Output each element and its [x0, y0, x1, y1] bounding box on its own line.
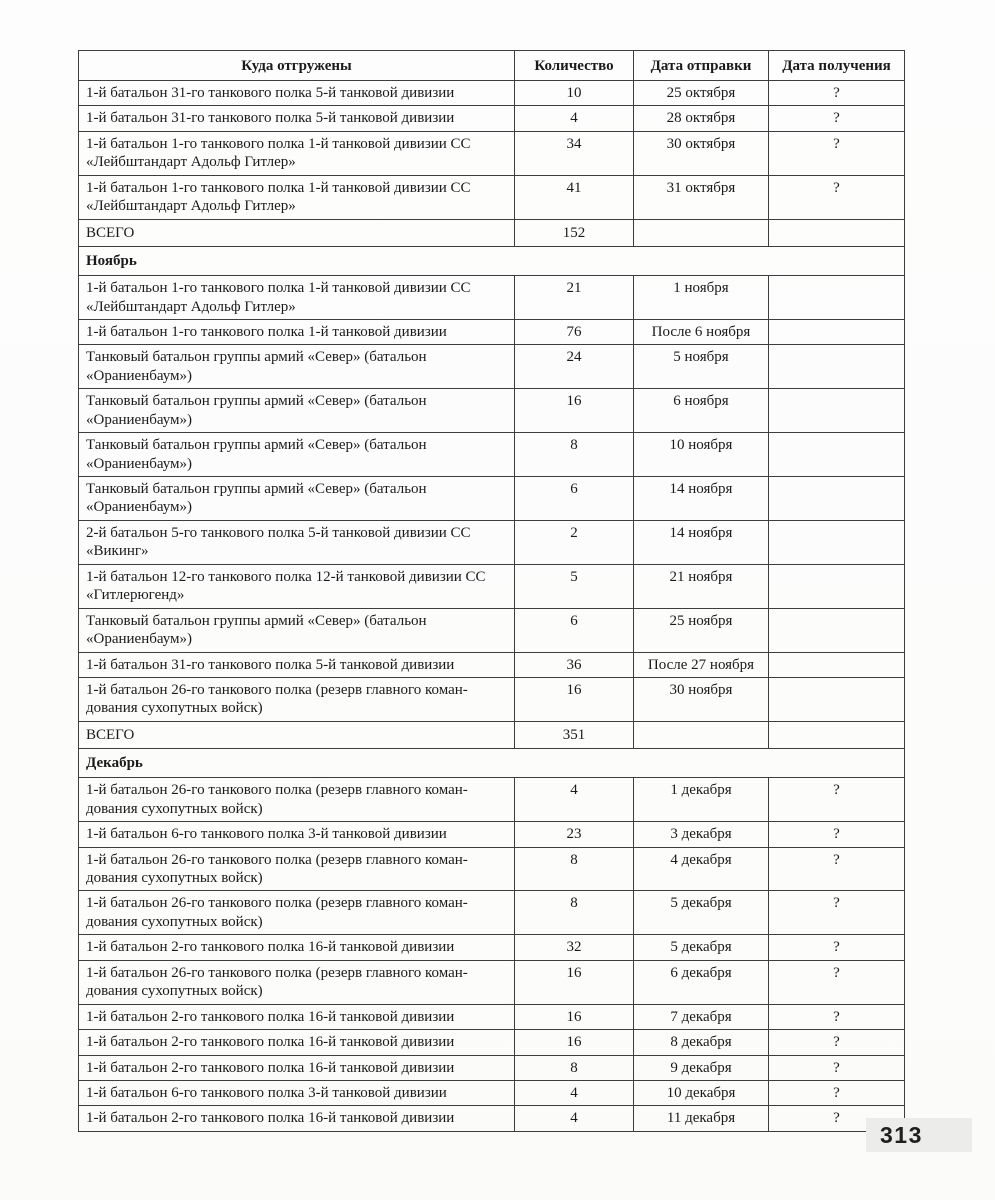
cell-quantity: 36 — [515, 652, 634, 677]
table-row — [79, 477, 905, 521]
table-body — [79, 81, 905, 1132]
section-row — [79, 749, 905, 778]
total-row — [79, 219, 905, 246]
cell-destination: 1-й батальон 12-го танкового полка 12-й танковой дивизии СС «Гитлерюгенд» — [79, 564, 515, 608]
cell-date-sent: 31 октября — [634, 175, 769, 219]
cell-date-sent: 7 декабря — [634, 1004, 769, 1029]
cell-destination: 1-й батальон 1-го танкового полка 1-й танковой дивизии СС «Лейбштандарт Адольф Гитлер» — [79, 131, 515, 175]
cell-date-received: ? — [769, 131, 905, 175]
cell-date-received: ? — [769, 1004, 905, 1029]
cell-date-sent: После 27 ноября — [634, 652, 769, 677]
cell-destination: Танковый батальон группы армий «Север» (батальон «Ораниенбаум») — [79, 477, 515, 521]
cell-quantity: 4 — [515, 1080, 634, 1105]
cell-date-received: ? — [769, 81, 905, 106]
cell-quantity: 4 — [515, 778, 634, 822]
cell-quantity: 16 — [515, 1030, 634, 1055]
cell-date-received — [769, 721, 905, 748]
cell-date-received — [769, 608, 905, 652]
cell-date-received: ? — [769, 1030, 905, 1055]
cell-date-sent: 5 декабря — [634, 935, 769, 960]
cell-destination: 1-й батальон 26-го танкового полка (резерв главного коман-дования сухопутных войск) — [79, 960, 515, 1004]
table-row — [79, 1030, 905, 1055]
cell-destination: 1-й батальон 31-го танкового полка 5-й танковой дивизии — [79, 106, 515, 131]
cell-date-received — [769, 276, 905, 320]
cell-destination: 1-й батальон 1-го танкового полка 1-й танковой дивизии СС «Лейбштандарт Адольф Гитлер» — [79, 276, 515, 320]
cell-quantity: 41 — [515, 175, 634, 219]
table-row — [79, 520, 905, 564]
table-row — [79, 389, 905, 433]
section-row — [79, 247, 905, 276]
cell-destination: 1-й батальон 26-го танкового полка (резерв главного коман-дования сухопутных войск) — [79, 847, 515, 891]
page-number: 313 — [880, 1121, 923, 1148]
cell-quantity: 16 — [515, 677, 634, 721]
cell-date-received — [769, 433, 905, 477]
cell-date-received: ? — [769, 175, 905, 219]
cell-quantity: 16 — [515, 1004, 634, 1029]
cell-quantity: 8 — [515, 433, 634, 477]
cell-date-received — [769, 520, 905, 564]
table-row — [79, 345, 905, 389]
table-row — [79, 891, 905, 935]
cell-date-sent: 6 ноября — [634, 389, 769, 433]
col-header-quantity: Количество — [515, 51, 634, 81]
cell-date-received: ? — [769, 891, 905, 935]
cell-quantity: 6 — [515, 477, 634, 521]
cell-date-received — [769, 319, 905, 344]
cell-destination: 1-й батальон 31-го танкового полка 5-й танковой дивизии — [79, 81, 515, 106]
cell-quantity: 5 — [515, 564, 634, 608]
cell-date-sent: 25 ноября — [634, 608, 769, 652]
table-row — [79, 778, 905, 822]
cell-date-sent: 5 декабря — [634, 891, 769, 935]
table-row — [79, 822, 905, 847]
cell-date-sent: 21 ноября — [634, 564, 769, 608]
cell-date-received: ? — [769, 935, 905, 960]
cell-quantity: 4 — [515, 106, 634, 131]
table-row — [79, 81, 905, 106]
cell-destination: 1-й батальон 26-го танкового полка (резерв главного коман-дования сухопутных войск) — [79, 677, 515, 721]
cell-date-received — [769, 677, 905, 721]
table-row — [79, 106, 905, 131]
cell-quantity: 16 — [515, 389, 634, 433]
cell-date-sent: 8 декабря — [634, 1030, 769, 1055]
cell-date-sent: 11 декабря — [634, 1106, 769, 1131]
table-row — [79, 131, 905, 175]
cell-destination: ВСЕГО — [79, 219, 515, 246]
table-row — [79, 564, 905, 608]
col-header-date-sent: Дата отправки — [634, 51, 769, 81]
cell-date-sent: 6 декабря — [634, 960, 769, 1004]
cell-date-sent: 4 декабря — [634, 847, 769, 891]
cell-quantity: 4 — [515, 1106, 634, 1131]
table-row — [79, 1004, 905, 1029]
cell-date-received: ? — [769, 847, 905, 891]
cell-date-sent: 28 октября — [634, 106, 769, 131]
table-row — [79, 433, 905, 477]
col-header-destination: Куда отгружены — [79, 51, 515, 81]
cell-date-received: ? — [769, 1080, 905, 1105]
section-label: Декабрь — [79, 749, 905, 778]
cell-destination: Танковый батальон группы армий «Север» (батальон «Ораниенбаум») — [79, 389, 515, 433]
cell-date-sent: 1 декабря — [634, 778, 769, 822]
cell-date-received: ? — [769, 778, 905, 822]
cell-quantity: 16 — [515, 960, 634, 1004]
cell-destination: 1-й батальон 1-го танкового полка 1-й танковой дивизии — [79, 319, 515, 344]
cell-quantity: 24 — [515, 345, 634, 389]
cell-quantity: 8 — [515, 1055, 634, 1080]
table-row — [79, 847, 905, 891]
cell-date-sent: 5 ноября — [634, 345, 769, 389]
section-label: Ноябрь — [79, 247, 905, 276]
cell-destination: 1-й батальон 2-го танкового полка 16-й танковой дивизии — [79, 1030, 515, 1055]
shipments-table — [78, 50, 905, 1132]
cell-destination: Танковый батальон группы армий «Север» (батальон «Ораниенбаум») — [79, 433, 515, 477]
table-row — [79, 319, 905, 344]
cell-date-received: ? — [769, 822, 905, 847]
cell-destination: 1-й батальон 26-го танкового полка (резерв главного коман-дования сухопутных войск) — [79, 891, 515, 935]
cell-date-sent: 30 октября — [634, 131, 769, 175]
cell-destination: 1-й батальон 31-го танкового полка 5-й танковой дивизии — [79, 652, 515, 677]
cell-destination: 1-й батальон 2-го танкового полка 16-й танковой дивизии — [79, 935, 515, 960]
table-row — [79, 935, 905, 960]
table-row — [79, 1080, 905, 1105]
cell-quantity: 2 — [515, 520, 634, 564]
table-header — [79, 51, 905, 81]
cell-destination: 1-й батальон 2-го танкового полка 16-й танковой дивизии — [79, 1004, 515, 1029]
cell-date-sent: 10 декабря — [634, 1080, 769, 1105]
cell-destination: 2-й батальон 5-го танкового полка 5-й танковой дивизии СС «Викинг» — [79, 520, 515, 564]
cell-quantity: 23 — [515, 822, 634, 847]
cell-date-received: ? — [769, 106, 905, 131]
cell-destination: 1-й батальон 1-го танкового полка 1-й танковой дивизии СС «Лейбштандарт Адольф Гитлер» — [79, 175, 515, 219]
cell-date-sent: 1 ноября — [634, 276, 769, 320]
cell-date-received — [769, 389, 905, 433]
table-row — [79, 1055, 905, 1080]
table-row — [79, 276, 905, 320]
cell-destination: 1-й батальон 6-го танкового полка 3-й танковой дивизии — [79, 1080, 515, 1105]
table-row — [79, 175, 905, 219]
cell-date-received — [769, 652, 905, 677]
cell-quantity: 34 — [515, 131, 634, 175]
cell-quantity: 8 — [515, 847, 634, 891]
cell-quantity: 152 — [515, 219, 634, 246]
cell-destination: Танковый батальон группы армий «Север» (батальон «Ораниенбаум») — [79, 608, 515, 652]
cell-destination: 1-й батальон 6-го танкового полка 3-й танковой дивизии — [79, 822, 515, 847]
table-row — [79, 608, 905, 652]
header-row — [79, 51, 905, 81]
cell-quantity: 21 — [515, 276, 634, 320]
cell-date-sent: 9 декабря — [634, 1055, 769, 1080]
table-row — [79, 960, 905, 1004]
cell-quantity: 32 — [515, 935, 634, 960]
cell-destination: 1-й батальон 2-го танкового полка 16-й танковой дивизии — [79, 1106, 515, 1131]
cell-date-received: ? — [769, 1106, 905, 1131]
cell-date-sent — [634, 721, 769, 748]
cell-quantity: 76 — [515, 319, 634, 344]
cell-destination: 1-й батальон 26-го танкового полка (резерв главного коман-дования сухопутных войск) — [79, 778, 515, 822]
table-row — [79, 652, 905, 677]
cell-quantity: 10 — [515, 81, 634, 106]
cell-date-sent: 30 ноября — [634, 677, 769, 721]
col-header-date-received: Дата получения — [769, 51, 905, 81]
cell-date-sent: 10 ноября — [634, 433, 769, 477]
cell-date-sent: 14 ноября — [634, 477, 769, 521]
cell-date-received — [769, 477, 905, 521]
cell-destination: ВСЕГО — [79, 721, 515, 748]
total-row — [79, 721, 905, 748]
cell-quantity: 351 — [515, 721, 634, 748]
cell-destination: 1-й батальон 2-го танкового полка 16-й танковой дивизии — [79, 1055, 515, 1080]
cell-date-sent: 3 декабря — [634, 822, 769, 847]
table-row — [79, 677, 905, 721]
cell-date-received — [769, 564, 905, 608]
cell-date-sent: После 6 ноября — [634, 319, 769, 344]
cell-date-received — [769, 345, 905, 389]
cell-date-received: ? — [769, 1055, 905, 1080]
cell-destination: Танковый батальон группы армий «Север» (батальон «Ораниенбаум») — [79, 345, 515, 389]
table-row — [79, 1106, 905, 1131]
cell-date-received — [769, 219, 905, 246]
cell-date-sent: 14 ноября — [634, 520, 769, 564]
cell-date-sent: 25 октября — [634, 81, 769, 106]
page-number-box — [866, 1118, 972, 1152]
cell-quantity: 6 — [515, 608, 634, 652]
cell-date-sent — [634, 219, 769, 246]
cell-quantity: 8 — [515, 891, 634, 935]
cell-date-received: ? — [769, 960, 905, 1004]
